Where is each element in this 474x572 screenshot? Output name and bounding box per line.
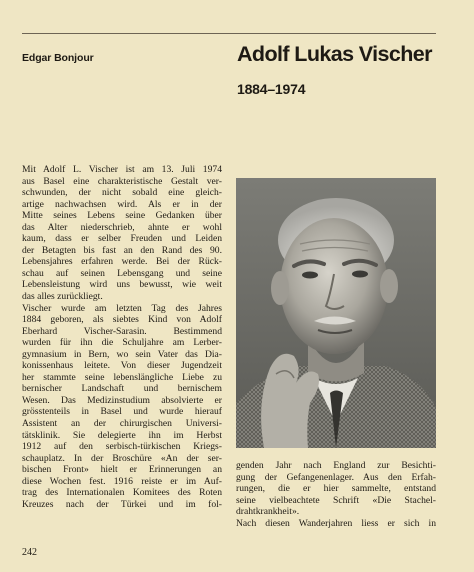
text-line: trag des Internationalen Komitees des Roten — [22, 487, 222, 499]
text-line: der Betagten bis fast an den Rand des 90. — [22, 244, 222, 256]
text-line: 1912 auf den serbisch-türkischen Kriegs- — [22, 441, 222, 453]
text-line: Assistent an der chirurgischen Universi- — [22, 418, 222, 430]
text-line: Lebensjahres erfahren werde. Bei der Rück- — [22, 256, 222, 268]
page-number: 242 — [22, 547, 37, 558]
text-line: Nach diesen Wanderjahren liess er sich in — [236, 517, 436, 529]
text-line: aus Basel eine charakteristische Gestalt ver- — [22, 175, 222, 187]
text-line: Vischer wurde am letzten Tag des Jahres — [22, 302, 222, 314]
article-title: Adolf Lukas Vischer — [237, 42, 432, 66]
text-line: Wesen. Das Medizinstudium absolvierte er — [22, 394, 222, 406]
text-line: bernischer Landschaft und bernischem — [22, 383, 222, 395]
text-line: schwunden, der nicht sobald eine gleich- — [22, 187, 222, 199]
text-line: diese Wochen fest. 1916 reiste er im Auf- — [22, 475, 222, 487]
text-line: artige nachwachsen wird. Als er in der — [22, 198, 222, 210]
text-line: kaum, dass er selber Freuden und Leiden — [22, 233, 222, 245]
text-line: gung der Gefangenenlager. Aus den Erfah- — [236, 471, 436, 483]
text-line: drahtkrankheit». — [236, 506, 300, 518]
text-line: bischen Front» hielt er Erinnerungen an — [22, 464, 222, 476]
text-line: gymnasium in Bern, wo sein Vater das Dia- — [22, 348, 222, 360]
text-line: konissenhaus leitete. Von dieser Jugendzeit — [22, 360, 222, 372]
text-line: schau auf seinen Lebensgang und seine — [22, 267, 222, 279]
text-line: her stammte seine lebenslängliche Liebe zu — [22, 371, 222, 383]
body-text-left-column — [22, 164, 222, 510]
text-line: Eberhard Vischer-Sarasin. Bestimmend — [22, 325, 222, 337]
text-line: das alles zurückliegt. — [22, 291, 103, 303]
text-line: rungen, die er hier sammelte, entstand — [236, 483, 436, 495]
text-line: Mit Adolf L. Vischer ist am 13. Juli 1974 — [22, 164, 222, 175]
text-line: seine vielbeachtete Schrift «Die Stachel- — [236, 494, 436, 506]
text-line: 1884 geboren, als siebtes Kind von Adolf — [22, 314, 222, 326]
text-line: Lebensleistung wird uns bewusst, wie weit — [22, 279, 222, 291]
text-line: Mitte seines Lebens seine Gedanken über — [22, 210, 222, 222]
text-line: grösstenteils in Basel und wurde hierauf — [22, 406, 222, 418]
body-text-right-column — [236, 460, 436, 529]
text-line: genden Jahr nach England zur Besichti- — [236, 460, 436, 471]
text-line: Kreuzes nach der Türkei und im fol- — [22, 498, 222, 510]
text-line: das Alter niederschrieb, ahnte er wohl — [22, 221, 222, 233]
text-line: schauplatz. In der Broschüre «An der ser- — [22, 452, 222, 464]
author-name: Edgar Bonjour — [22, 52, 94, 64]
portrait-photo — [236, 178, 436, 448]
header-rule — [22, 33, 436, 34]
text-line: tätsklinik. Sie delegierte ihn im Herbst — [22, 429, 222, 441]
text-line: wurden für ihn die Schuljahre am Lerber- — [22, 337, 222, 349]
life-years: 1884–1974 — [237, 81, 306, 97]
